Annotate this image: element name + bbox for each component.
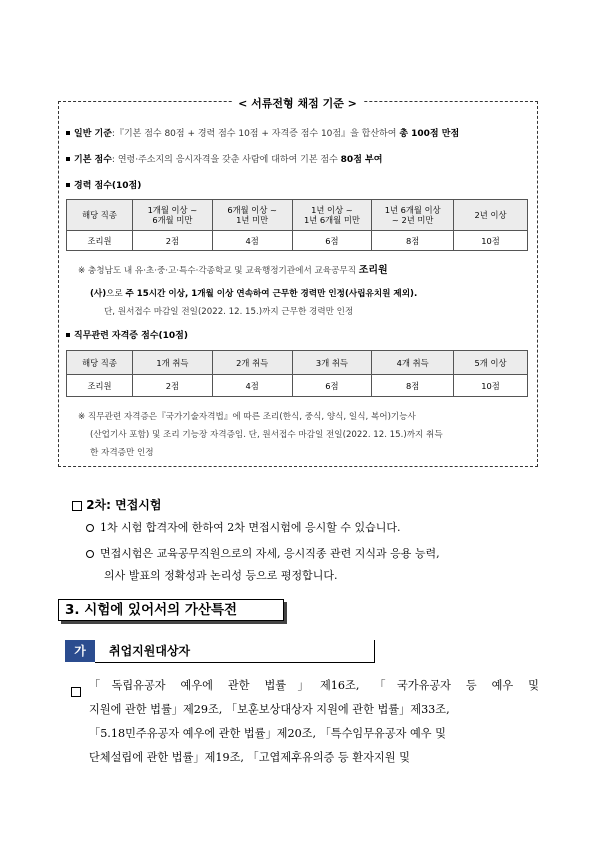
license-cell: 8점 [372,375,454,397]
career-cell: 4점 [212,231,292,251]
subsection-badge: 가 [65,640,95,662]
subsection-underline [95,662,374,663]
square-bullet-icon [66,131,70,135]
license-header-cell: 2개 취득 [212,351,292,375]
career-score-table [66,199,528,251]
license-cell: 10점 [454,375,528,397]
career-cell: 2점 [133,231,213,251]
criteria-title: < 서류전형 채점 기준 > [0,95,595,111]
license-header-cell: 3개 취득 [292,351,372,375]
paragraph-line: 단체설립에 관한 법률」제19조, 「고엽제후유의증 등 환자지원 및 [89,751,410,764]
career-note-line2: (사)으로 주 15시간 이상, 1개월 이상 연속하여 근무한 경력만 인정(사립유치원 제외). [90,289,418,299]
basic-score-line: 기본 점수: 연령·주소지의 응시자격을 갖춘 사람에 대하여 기본 점수 80점 부여 [66,154,382,166]
circle-bullet-icon [86,550,94,558]
career-note-line1: ※ 충청남도 내 유·초·중·고·특수·각종학교 및 교육행정기관에서 교육공무직 조리원 [78,265,388,276]
license-cell: 6점 [292,375,372,397]
interview-heading: 2차: 면접시험 [72,496,161,513]
career-note-line3: 단, 원서접수 마감일 전일(2022. 12. 15.)까지 근무한 경력만 인정 [104,307,354,317]
license-header-cell: 해당 직종 [67,351,133,375]
license-score-table [66,350,528,397]
license-cell: 2점 [133,375,213,397]
license-note-line2: (산업기사 포함) 및 조리 기능장 자격증임. 단, 원서접수 마감일 전일(2022. 12. 15.)까지 취득 [90,430,443,440]
subsection-title: 취업지원대상자 [109,644,191,658]
paragraph-line: 지원에 관한 법률」제29조, 「보훈보상대상자 지원에 관한 법률」제33조, [89,703,450,716]
interview-bullet-1: 1차 시험 합격자에 한하여 2차 면접시험에 응시할 수 있습니다. [86,516,401,539]
interview-bullet-2-cont: 의사 발표의 정확성과 논리성 등으로 평정합니다. [104,569,338,582]
career-header-cell: 1개월 이상 ~ 6개월 미만 [133,200,213,231]
interview-bullet-2: 면접시험은 교육공무직원으로의 자세, 응시직종 관련 지식과 응용 능력, [86,542,440,565]
career-cell: 8점 [372,231,454,251]
section-3-title: 3. 시험에 있어서의 가산특전 [58,599,284,621]
career-header-cell: 6개월 이상 ~ 1년 미만 [212,200,292,231]
license-header-cell: 4개 취득 [372,351,454,375]
paragraph-line: 「5.18민주유공자 예우에 관한 법률」제20조, 「특수임무유공자 예우 및 [89,727,446,740]
square-bullet-icon [66,157,70,161]
license-cell: 4점 [212,375,292,397]
license-note-line3: 한 자격증만 인정 [90,448,154,458]
square-bullet-icon [66,333,70,337]
career-cell: 조리원 [67,231,133,251]
career-header-cell: 1년 6개월 이상 ~ 2년 미만 [372,200,454,231]
license-header-cell: 5개 이상 [454,351,528,375]
career-header-cell: 해당 직종 [67,200,133,231]
license-table-header-row [67,351,528,375]
license-score-heading: 직무관련 자격증 점수(10점) [66,330,188,342]
career-header-cell: 2년 이상 [454,200,528,231]
square-bullet-icon [66,183,70,187]
license-cell: 조리원 [67,375,133,397]
section3-paragraph [89,674,539,770]
career-header-cell: 1년 이상 ~ 1년 6개월 미만 [292,200,372,231]
career-table-row [67,231,528,251]
license-header-cell: 1개 취득 [133,351,213,375]
career-table-header-row [67,200,528,231]
general-criteria-line: 일반 기준:『기본 점수 80점 + 경력 점수 10점 + 자격증 점수 10점』을 합산하여 총 100점 만점 [66,128,459,140]
career-score-heading: 경력 점수(10점) [66,180,141,192]
checkbox-square-icon [71,687,81,697]
subsection-end-rule [374,640,375,663]
circle-bullet-icon [86,524,94,532]
checkbox-square-icon [72,501,82,511]
paragraph-checkbox [71,681,81,700]
career-cell: 6점 [292,231,372,251]
license-table-row [67,375,528,397]
license-note-line1: ※ 직무관련 자격증은『국가기술자격법』에 따른 조리(한식, 중식, 양식, 일식, 복어)기능사 [78,412,416,422]
career-cell: 10점 [454,231,528,251]
paragraph-line: 「독립유공자 예우에 관한 법률」제16조, 「국가유공자 등 예우 및 [89,679,539,692]
